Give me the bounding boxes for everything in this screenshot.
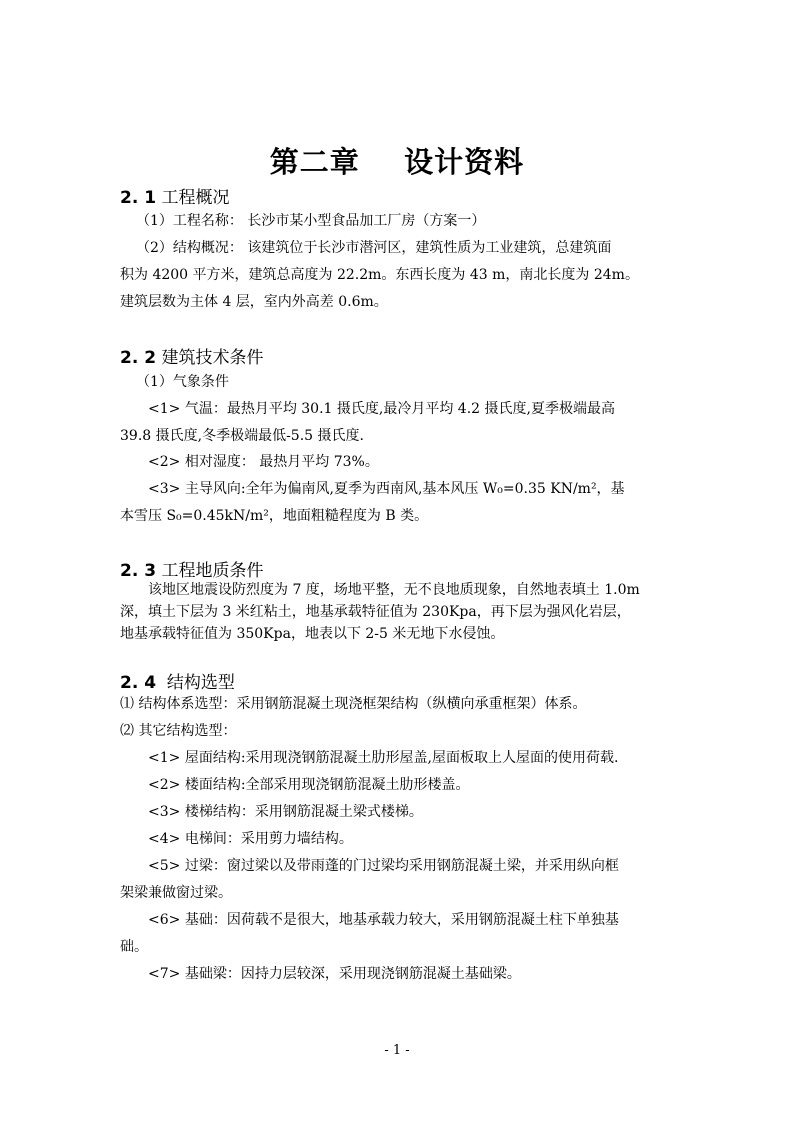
section-number: 2. 1 — [120, 188, 157, 208]
section-title: 工程地质条件 — [161, 561, 264, 581]
paragraph-line: 本雪压 S₀=0.45kN/m²，地面粗糙程度为 B 类。 — [120, 508, 429, 524]
section-number: 2. 3 — [120, 561, 157, 581]
paragraph-line: <7> 基础梁：因持力层较深，采用现浇钢筋混凝土基础梁。 — [148, 966, 521, 982]
section-number: 2. 2 — [120, 348, 157, 368]
paragraph-line: 39.8 摄氏度,冬季极端最低-5.5 摄氏度. — [120, 428, 364, 444]
paragraph-line: <1> 屋面结构:采用现浇钢筋混凝土肋形屋盖,屋面板取上人屋面的使用荷载. — [148, 750, 619, 766]
paragraph-line: 深，填土下层为 3 米红粘土，地基承载特征值为 230Kpa，再下层为强风化岩层， — [120, 604, 631, 620]
paragraph-line: 建筑层数为主体 4 层，室内外高差 0.6m。 — [120, 294, 388, 310]
paragraph-line: <4> 电梯间：采用剪力墙结构。 — [148, 831, 353, 847]
paragraph-line: ⑵ 其它结构选型： — [120, 723, 237, 739]
section-number: 2. 4 — [120, 673, 157, 693]
section-title: 建筑技术条件 — [161, 348, 264, 368]
paragraph-line: <3> 主导风向:全年为偏南风,夏季为西南风,基本风压 W₀=0.35 KN/m²，基 — [148, 481, 625, 497]
section-heading-2-4 — [120, 668, 235, 693]
paragraph-line: 地基承载特征值为 350Kpa，地表以下 2-5 米无地下水侵蚀。 — [120, 626, 505, 642]
section-heading-2-1 — [120, 183, 229, 208]
chapter-title: 第二章 设计资料 — [269, 145, 525, 179]
paragraph-line: （1）工程名称： 长沙市某小型食品加工厂房（方案一） — [136, 213, 486, 229]
page-number: - 1 - — [384, 1043, 410, 1058]
paragraph-line: （2）结构概况： 该建筑位于长沙市潜河区，建筑性质为工业建筑，总建筑面 — [136, 240, 612, 256]
section-heading-2-2 — [120, 343, 263, 368]
paragraph-line: <2> 楼面结构:全部采用现浇钢筋混凝土肋形楼盖。 — [148, 777, 470, 793]
paragraph-line: <6> 基础：因荷载不是很大，地基承载力较大，采用钢筋混凝土柱下单独基 — [148, 912, 619, 928]
paragraph-line: ⑴ 结构体系选型：采用钢筋混凝土现浇框架结构（纵横向承重框架）体系。 — [120, 696, 587, 712]
paragraph-line: 础。 — [120, 939, 148, 955]
paragraph-line: <5> 过梁：窗过梁以及带雨蓬的门过梁均采用钢筋混凝土梁，并采用纵向框 — [148, 858, 619, 874]
section-heading-2-3 — [120, 556, 263, 581]
paragraph-line: <3> 楼梯结构：采用钢筋混凝土梁式楼梯。 — [148, 804, 423, 820]
paragraph-line: <1> 气温：最热月平均 30.1 摄氏度,最冷月平均 4.2 摄氏度,夏季极端最高 — [148, 401, 615, 417]
section-title: 结构选型 — [166, 673, 235, 693]
paragraph-line: 架梁兼做窗过梁。 — [120, 885, 232, 901]
paragraph-line: 该地区地震设防烈度为 7 度，场地平整，无不良地质现象，自然地表填土 1.0m — [148, 582, 640, 598]
paragraph-line: <2> 相对湿度： 最热月平均 73%。 — [148, 454, 379, 470]
section-title: 工程概况 — [161, 188, 230, 208]
paragraph-line: （1）气象条件 — [136, 374, 229, 390]
paragraph-line: 积为 4200 平方米，建筑总高度为 22.2m。东西长度为 43 m，南北长度为 24m。 — [120, 267, 639, 283]
